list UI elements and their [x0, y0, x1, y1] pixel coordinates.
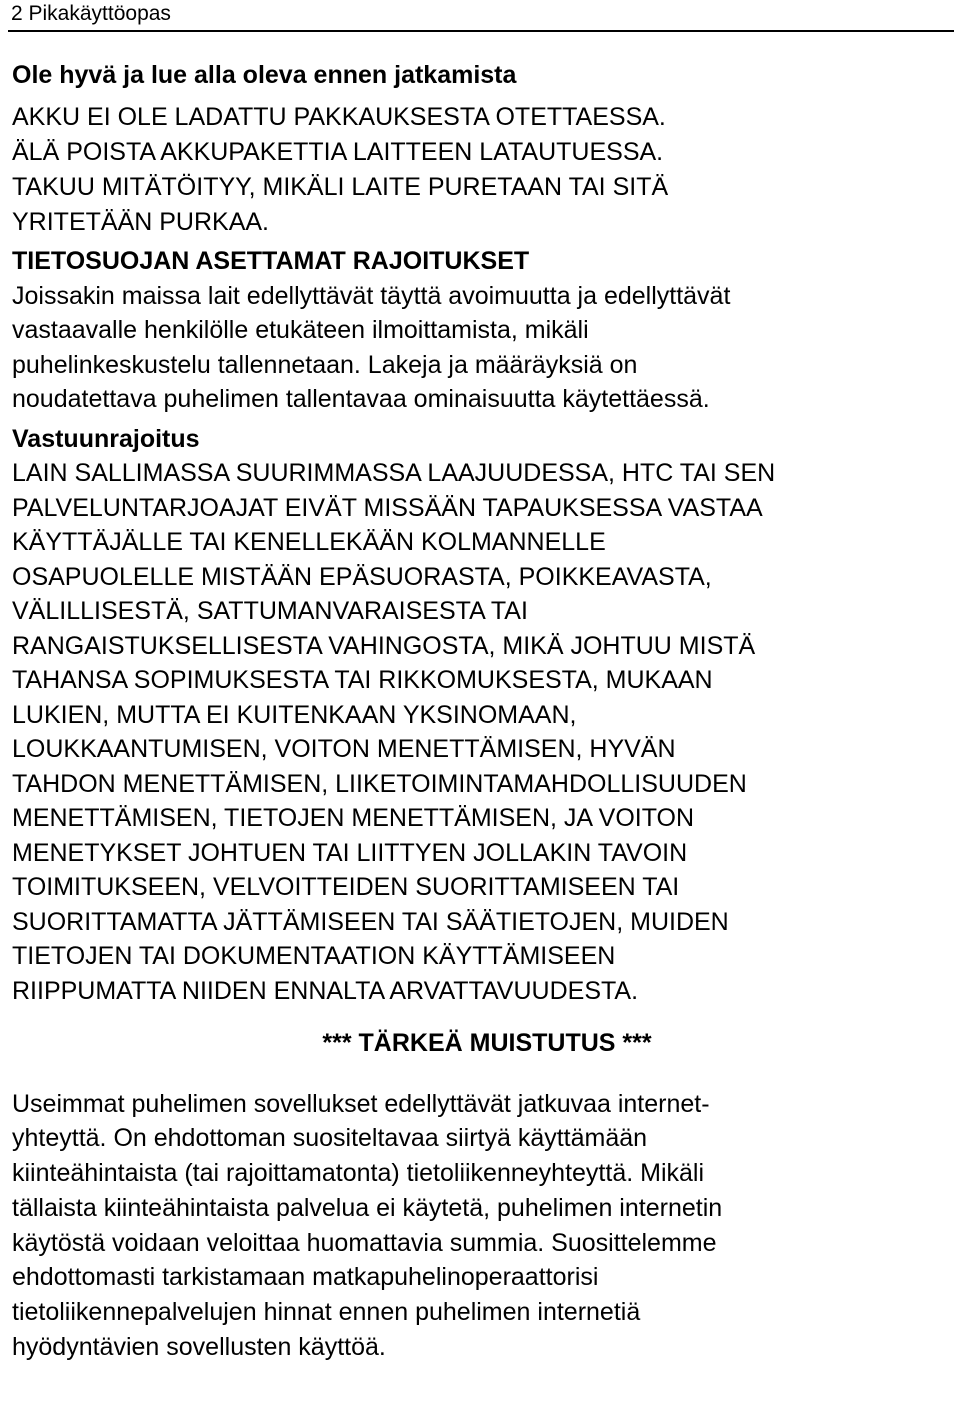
- important-notice-line: ehdottomasti tarkistamaan matkapuhelinoperaattorisi: [12, 1263, 599, 1292]
- disclaimer-line: RIIPPUMATTA NIIDEN ENNALTA ARVATTAVUUDESTA.: [12, 976, 639, 1005]
- privacy-line: vastaavalle henkilölle etukäteen ilmoittamista, mikäli: [12, 316, 589, 344]
- disclaimer-line: LOUKKAANTUMISEN, VOITON MENETTÄMISEN, HYVÄN: [12, 735, 676, 763]
- disclaimer-line: LUKIEN, MUTTA EI KUITENKAAN YKSINOMAAN,: [12, 700, 577, 729]
- important-notice-line: yhteyttä. On ehdottoman suositeltavaa siirtyä käyttämään: [12, 1124, 648, 1153]
- disclaimer-line: TIETOJEN TAI DOKUMENTAATION KÄYTTÄMISEEN: [12, 942, 616, 970]
- warning-title: Ole hyvä ja lue alla oleva ennen jatkamista: [12, 61, 517, 89]
- disclaimer-line: RANGAISTUKSELLISESTA VAHINGOSTA, MIKÄ JOHTUU MISTÄ: [12, 631, 756, 660]
- disclaimer-line: PALVELUNTARJOAJAT EIVÄT MISSÄÄN TAPAUKSESSA VASTAA: [12, 493, 763, 522]
- disclaimer-line: LAIN SALLIMASSA SUURIMMASSA LAAJUUDESSA, HTC TAI SEN: [12, 459, 776, 487]
- disclaimer-line: MENETTÄMISEN, TIETOJEN MENETTÄMISEN, JA VOITON: [12, 804, 695, 832]
- warning-line: TAKUU MITÄTÖITYY, MIKÄLI LAITE PURETAAN TAI SITÄ: [12, 173, 669, 201]
- warning-line: AKKU EI OLE LADATTU PAKKAUKSESTA OTETTAESSA.: [12, 103, 666, 131]
- important-notice-line: kiinteähintaista (tai rajoittamatonta) tietoliikenneyhteyttä. Mikäli: [12, 1159, 705, 1188]
- warning-section: [12, 58, 952, 240]
- privacy-title: TIETOSUOJAN ASETTAMAT RAJOITUKSET: [12, 247, 530, 275]
- disclaimer-title: Vastuunrajoitus: [12, 424, 200, 453]
- header-divider: [8, 30, 954, 32]
- warning-line: ÄLÄ POISTA AKKUPAKETTIA LAITTEEN LATAUTUESSA.: [12, 138, 664, 166]
- important-notice-line: tällaista kiinteähintaista palvelua ei käytetä, puhelimen internetin: [12, 1193, 723, 1222]
- important-notice-line: Useimmat puhelimen sovellukset edellyttävät jatkuvaa internet-: [12, 1089, 710, 1118]
- disclaimer-section: [12, 422, 952, 1009]
- important-notice-line: hyödyntävien sovellusten käyttöä.: [12, 1332, 386, 1361]
- disclaimer-line: OSAPUOLELLE MISTÄÄN EPÄSUORASTA, POIKKEAVASTA,: [12, 562, 712, 591]
- important-notice-section: [12, 1026, 952, 1364]
- privacy-section: [12, 244, 952, 417]
- document-body: [12, 58, 952, 1364]
- privacy-line: puhelinkeskustelu tallennetaan. Lakeja ja määräyksiä on: [12, 350, 638, 379]
- disclaimer-line: TAHDON MENETTÄMISEN, LIIKETOIMINTAMAHDOLLISUUDEN: [12, 769, 747, 798]
- disclaimer-line: KÄYTTÄJÄLLE TAI KENELLEKÄÄN KOLMANNELLE: [12, 528, 606, 556]
- disclaimer-line: SUORITTAMATTA JÄTTÄMISEEN TAI SÄÄTIETOJEN, MUIDEN: [12, 907, 729, 936]
- disclaimer-line: TAHANSA SOPIMUKSESTA TAI RIKKOMUKSESTA, MUKAAN: [12, 666, 713, 694]
- disclaimer-line: VÄLILLISESTÄ, SATTUMANVARAISESTA TAI: [12, 597, 528, 625]
- important-notice-title: *** TÄRKEÄ MUISTUTUS ***: [322, 1029, 652, 1057]
- privacy-line: noudatettava puhelimen tallentavaa ominaisuutta käytettäessä.: [12, 385, 710, 413]
- disclaimer-line: TOIMITUKSEEN, VELVOITTEIDEN SUORITTAMISEEN TAI: [12, 873, 680, 901]
- important-notice-line: käytöstä voidaan veloittaa huomattavia summia. Suosittelemme: [12, 1228, 717, 1257]
- page-header-title: 2 Pikakäyttöopas: [11, 2, 171, 25]
- disclaimer-line: MENETYKSET JOHTUEN TAI LIITTYEN JOLLAKIN TAVOIN: [12, 838, 688, 867]
- warning-line: YRITETÄÄN PURKAA.: [12, 208, 269, 236]
- important-notice-line: tietoliikennepalvelujen hinnat ennen puhelimen internetiä: [12, 1297, 641, 1326]
- privacy-line: Joissakin maissa lait edellyttävät täyttä avoimuutta ja edellyttävät: [12, 281, 731, 310]
